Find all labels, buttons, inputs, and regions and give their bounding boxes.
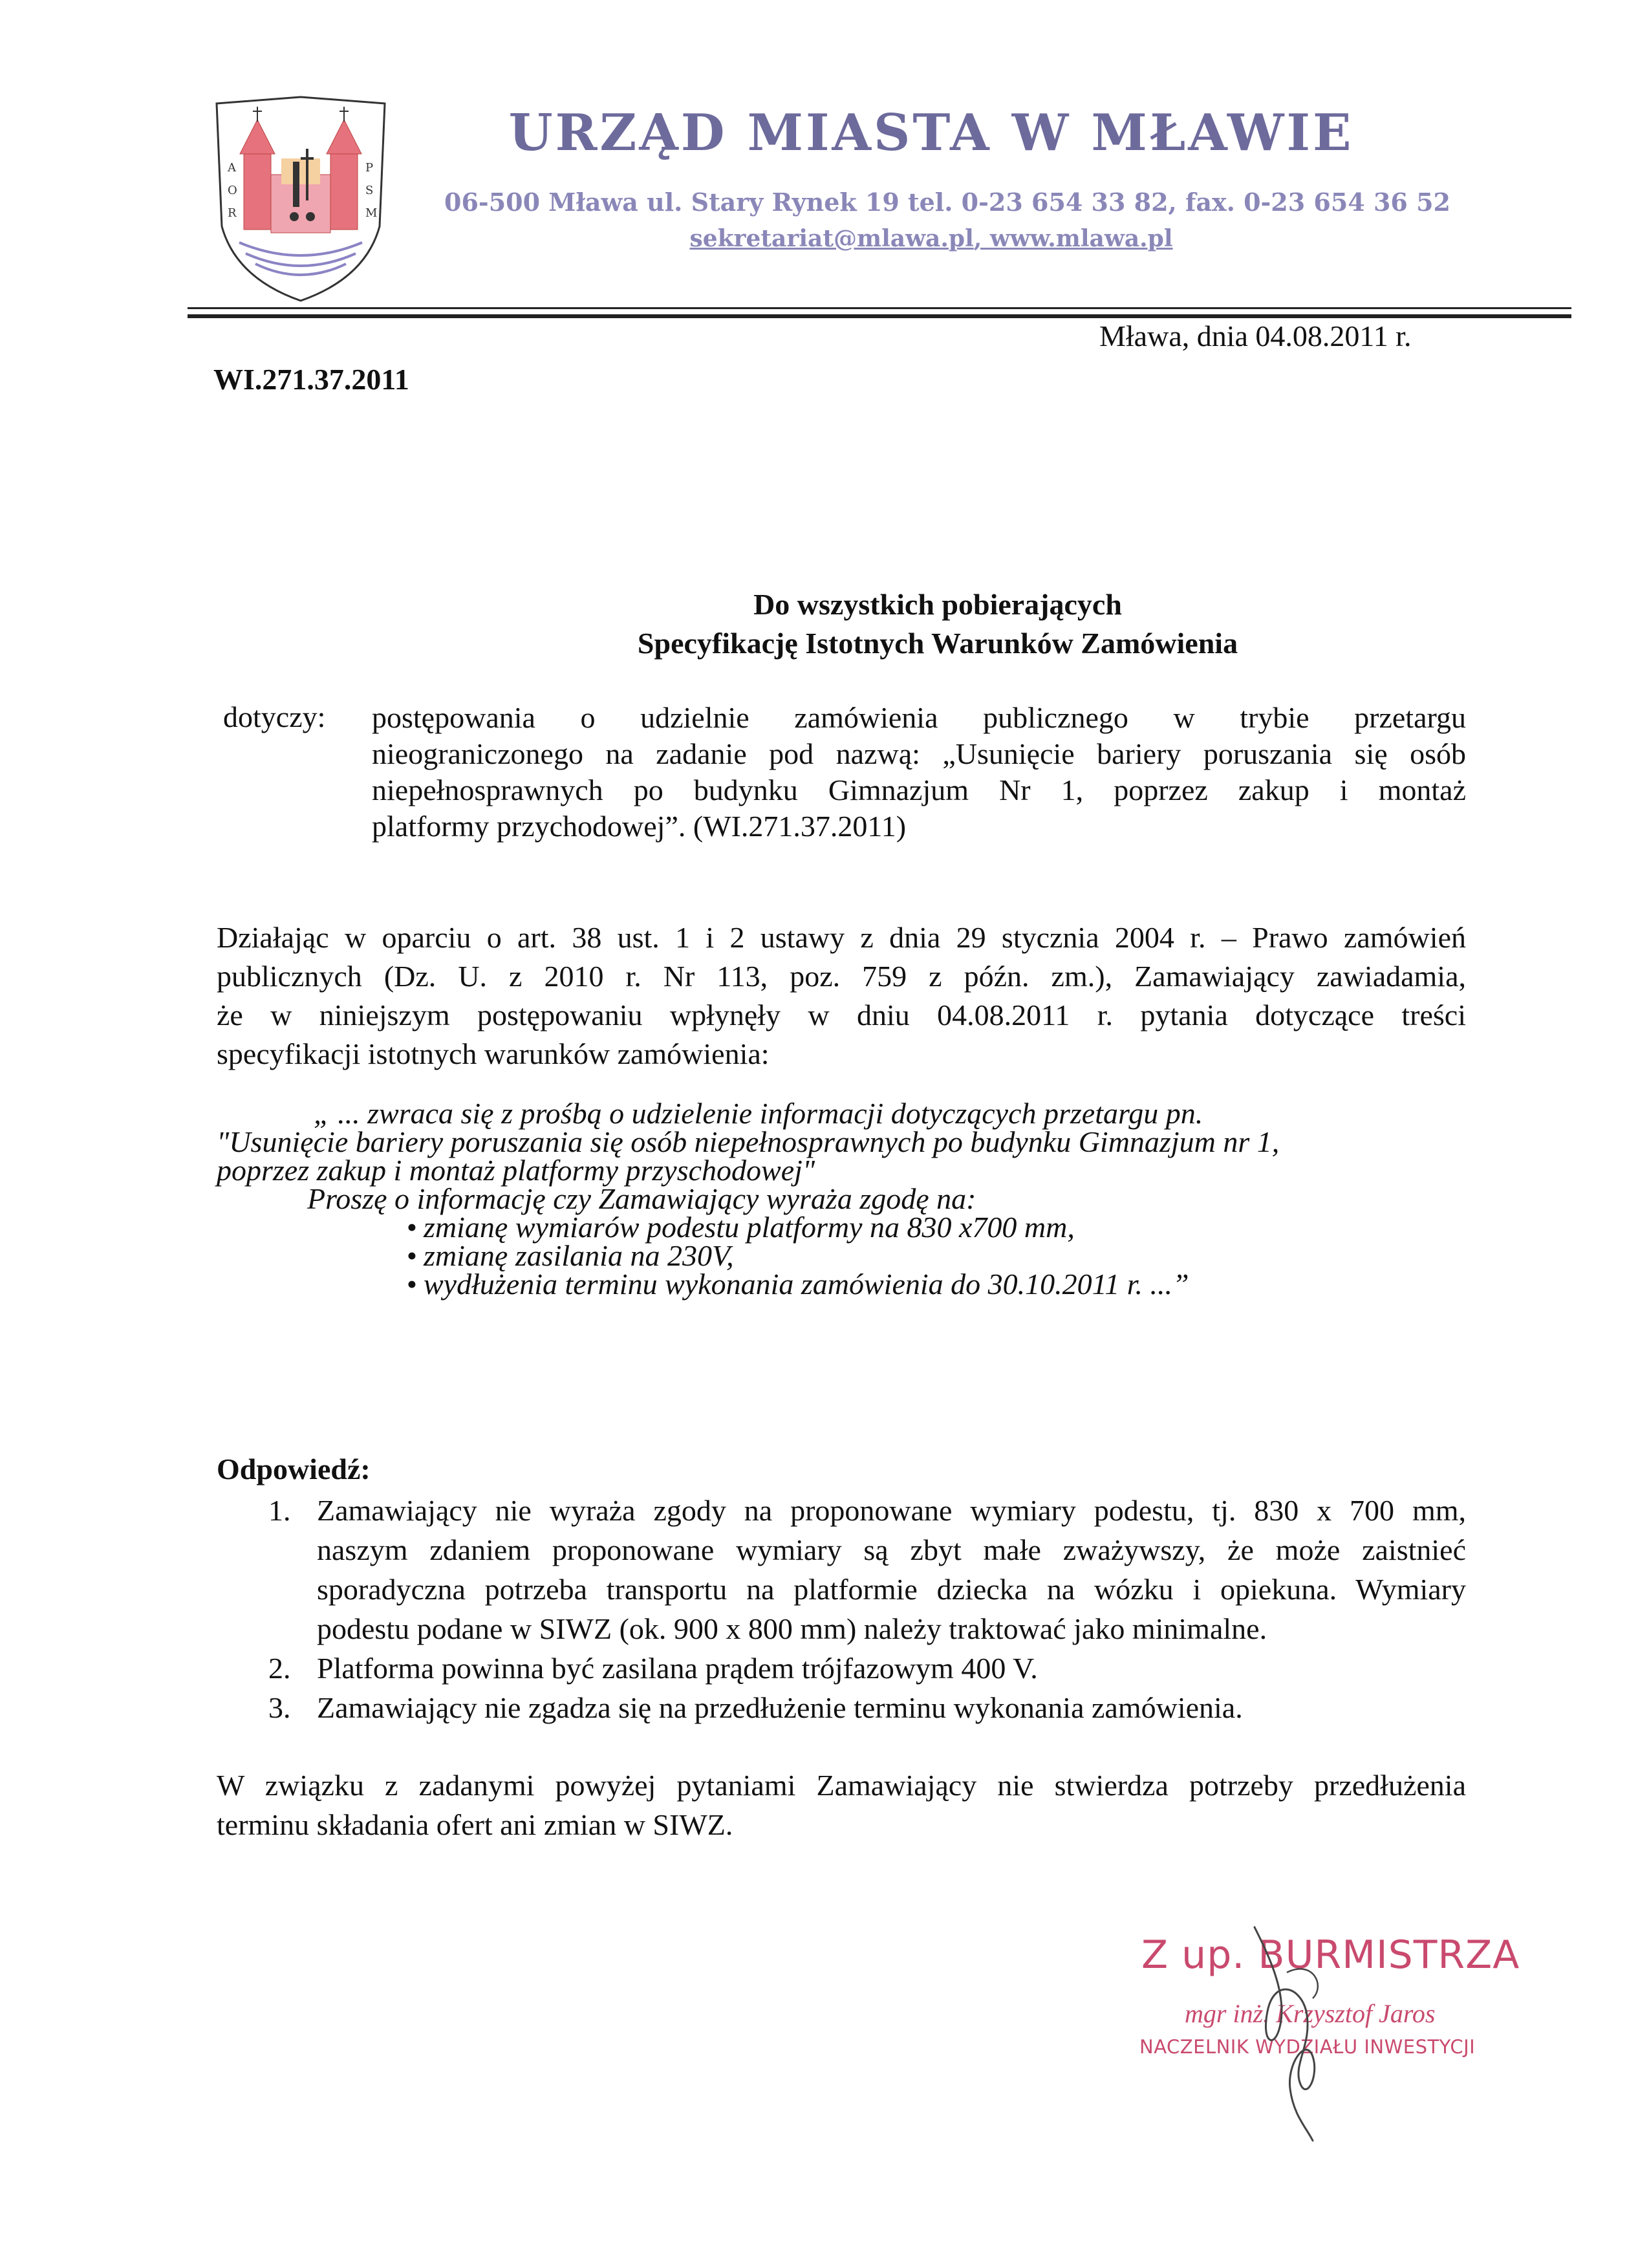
question-line-4: Proszę o informację czy Zamawiający wyraża zgodę na: — [307, 1182, 976, 1215]
subject-line-1: postępowania o udzielnie zamówienia publicznego w trybie przetargu — [372, 701, 1466, 734]
subject-label: dotyczy: — [223, 700, 326, 733]
question-line-1: „ ... zwraca się z prośbą o udzielenie informacji dotyczących przetargu pn. — [314, 1097, 1203, 1130]
office-contact — [414, 225, 1449, 252]
closing-line-2: terminu składania ofert ani zmian w SIWZ. — [217, 1808, 733, 1841]
question-line-2: "Usunięcie bariery poruszania się osób niepełnosprawnych po budynku Gimnazjum nr 1, — [217, 1125, 1280, 1158]
question-line-3: poprzez zakup i montaż platformy przyschodowej" — [217, 1154, 815, 1187]
website-link[interactable]: www.mlawa.pl — [989, 225, 1173, 252]
crest-letter-left-3: R — [228, 206, 237, 220]
stamp-signatory-name: mgr inż. Krzysztof Jaros — [1185, 1999, 1436, 2028]
subject-line-3: niepełnosprawnych po budynku Gimnazjum Nr 1, poprzez zakup i montaż — [372, 773, 1466, 806]
intro-paragraph — [217, 918, 1466, 1074]
handwritten-signature — [1216, 1914, 1384, 2147]
question-bullet-list — [217, 1213, 1466, 1299]
place-date: Mława, dnia 04.08.2011 r. — [1099, 319, 1412, 352]
contact-separator: , — [973, 225, 990, 252]
email-link[interactable]: sekretariat@mlawa.pl — [689, 225, 974, 252]
addressee-line-2: Specyfikację Istotnych Warunków Zamówienia — [637, 626, 1238, 660]
answer-number-2: 2. — [268, 1652, 291, 1685]
answer-1-line-4: podestu podane w SIWZ (ok. 900 x 800 mm) należy traktować jako minimalne. — [317, 1612, 1267, 1645]
answer-item-3 — [217, 1688, 1466, 1727]
city-crest-logo — [210, 91, 391, 304]
crest-letter-left-2: O — [228, 184, 237, 197]
subject-text — [372, 700, 1466, 845]
crest-letter-right-3: M — [365, 206, 378, 220]
answer-number-3: 3. — [268, 1691, 291, 1724]
header-divider-thick — [188, 314, 1571, 318]
closing-line-1: W związku z zadanymi powyżej pytaniami Zamawiający nie stwierdza potrzeby przedłużenia — [217, 1769, 1466, 1802]
reference-number: WI.271.37.2011 — [213, 363, 409, 396]
answer-list — [217, 1491, 1466, 1727]
question-bullet-item — [217, 1239, 1466, 1272]
crest-letter-left-1: A — [228, 161, 236, 175]
answer-item-2 — [217, 1648, 1466, 1688]
question-bullet-item — [217, 1270, 1466, 1299]
intro-line-2: publicznych (Dz. U. z 2010 r. Nr 113, poz. 759 z późn. zm.), Zamawiający zawiadamia, — [217, 960, 1466, 993]
answer-1-line-3: sporadyczna potrzeba transportu na platformie dziecka na wózku i opiekuna. Wymiary — [317, 1573, 1466, 1606]
stamp-authority: Z up. BURMISTRZA — [1141, 1932, 1520, 1978]
office-address: 06-500 Mława ul. Stary Rynek 19 tel. 0-23 654 33 82, fax. 0-23 654 36 52 — [444, 188, 1450, 217]
question-bullet-item — [217, 1213, 1466, 1242]
crest-letter-right-2: S — [365, 184, 374, 197]
answer-1-line-2: naszym zdaniem proponowane wymiary są zbyt małe zważywszy, że może zaistnieć — [317, 1533, 1466, 1566]
answer-item-1 — [217, 1491, 1466, 1648]
addressee-block — [388, 585, 1487, 663]
closing-paragraph — [217, 1766, 1466, 1844]
answer-1-line-1: Zamawiający nie wyraża zgody na proponowane wymiary podestu, tj. 830 x 700 mm, — [317, 1494, 1466, 1527]
addressee-line-1: Do wszystkich pobierających — [753, 588, 1122, 621]
answer-number-1: 1. — [268, 1494, 291, 1527]
crest-letter-right-1: P — [365, 161, 374, 175]
stamp-position: NACZELNIK WYDZIAŁU INWESTYCJI — [1139, 2036, 1476, 2058]
intro-line-3: że w niniejszym postępowaniu wpłynęły w dniu 04.08.2011 r. pytania dotyczące treści — [217, 999, 1466, 1031]
answer-2-line-1: Platforma powinna być zasilana prądem trójfazowym 400 V. — [317, 1652, 1038, 1685]
subject-line-2: nieograniczonego na zadanie pod nazwą: „Usunięcie bariery poruszania się osób — [372, 737, 1466, 770]
question-bullet-3: wydłużenia terminu wykonania zamówienia do 30.10.2011 r. ...” — [424, 1268, 1189, 1301]
question-bullet-2: zmianę zasilania na 230V, — [424, 1239, 734, 1272]
question-bullet-1: zmianę wymiarów podestu platformy na 830 x700 mm, — [424, 1211, 1075, 1244]
intro-line-1: Działając w oparciu o art. 38 ust. 1 i 2 ustawy z dnia 29 stycznia 2004 r. – Prawo zamówień — [217, 921, 1466, 954]
answer-heading: Odpowiedź: — [217, 1453, 371, 1485]
subject-line-4: platformy przychodowej”. (WI.271.37.2011) — [372, 810, 907, 843]
office-title: URZĄD MIASTA W MŁAWIE — [508, 103, 1354, 162]
answer-3-line-1: Zamawiający nie zgadza się na przedłużenie terminu wykonania zamówienia. — [317, 1691, 1243, 1724]
intro-line-4: specyfikacji istotnych warunków zamówienia: — [217, 1037, 770, 1070]
question-quote — [217, 1099, 1466, 1299]
header-divider-thin — [188, 307, 1571, 309]
